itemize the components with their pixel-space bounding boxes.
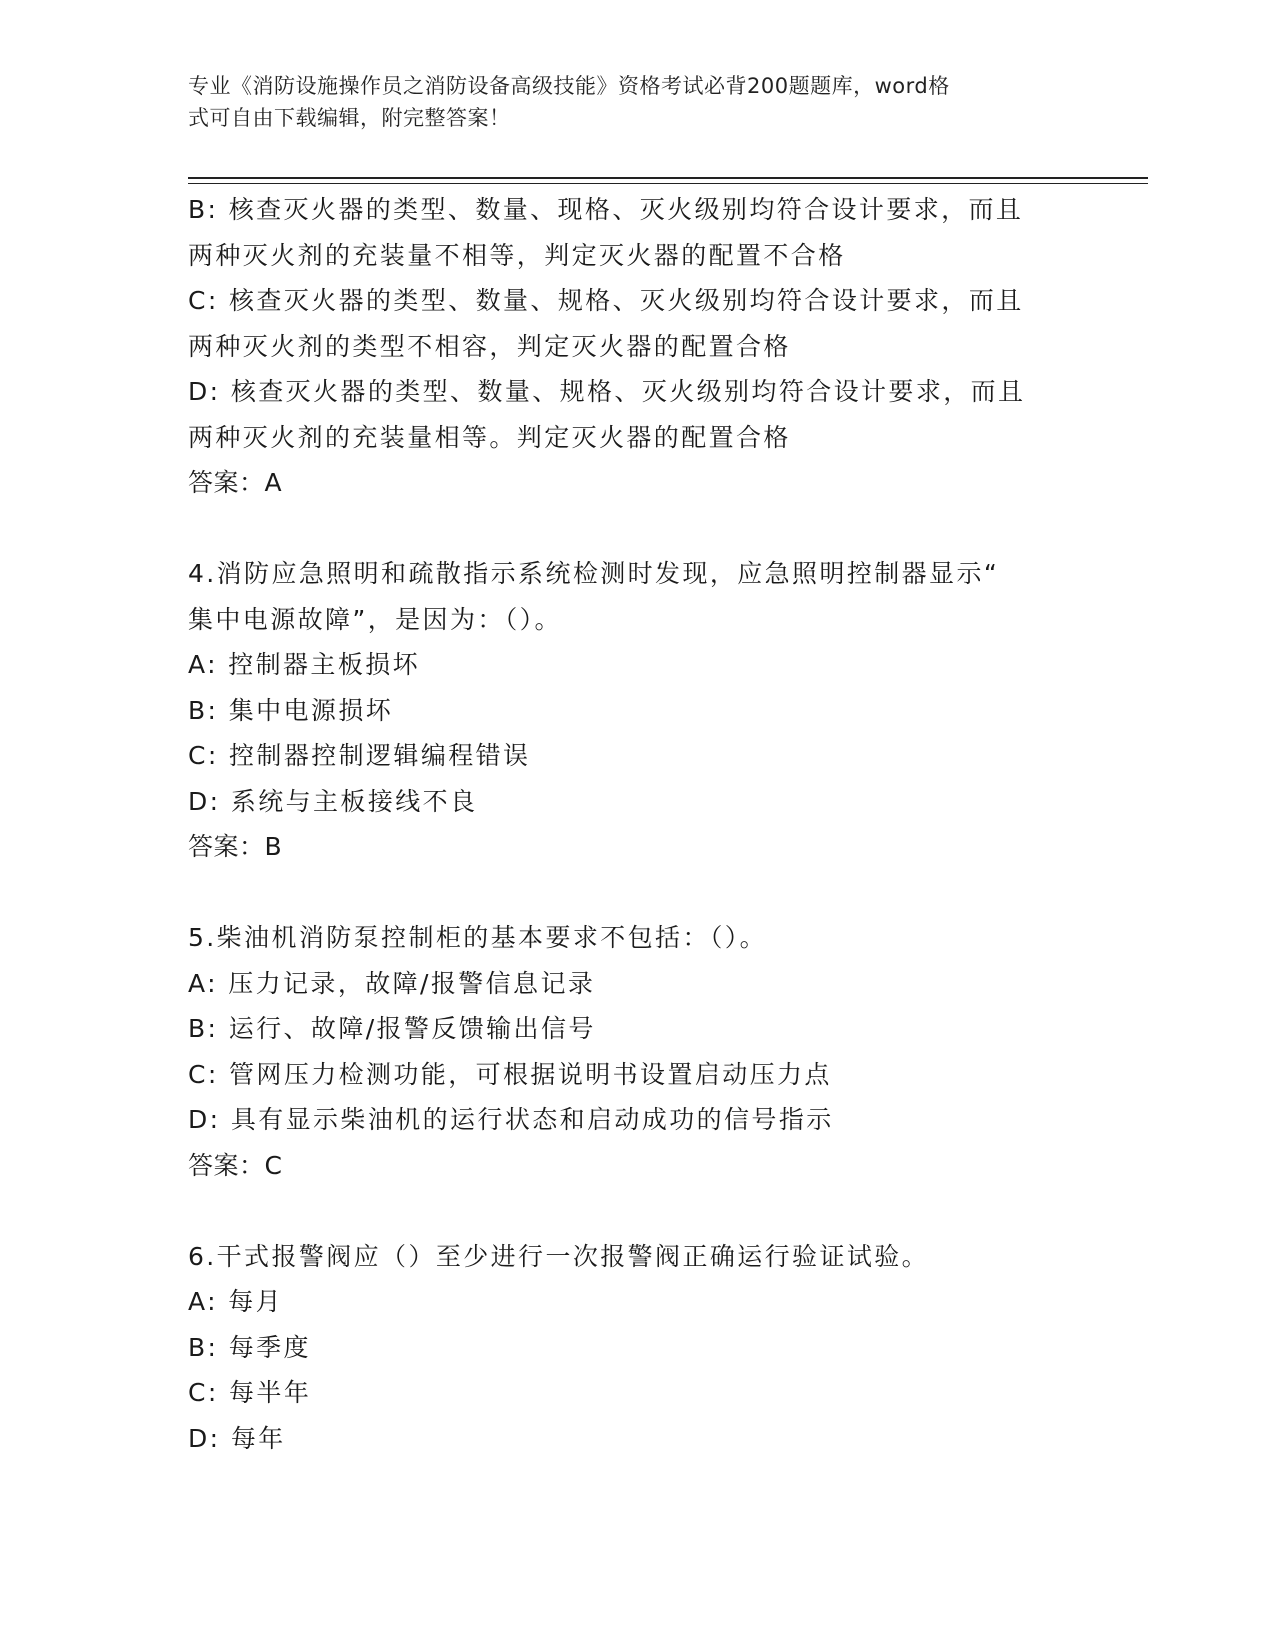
q4-option-c: C: 控制器控制逻辑编程错误 bbox=[188, 741, 531, 770]
q6-option-b: B: 每季度 bbox=[188, 1332, 311, 1362]
q3-option-c-line-2: 两种灭火剂的类型不相容，判定灭火器的配置合格 bbox=[188, 331, 791, 361]
page-header bbox=[188, 70, 1068, 134]
q4-option-b: B: 集中电源损坏 bbox=[188, 695, 394, 725]
q6-question: 6.干式报警阀应（）至少进行一次报警阀正确运行验证试验。 bbox=[188, 1241, 930, 1271]
header-divider-thick bbox=[188, 177, 1148, 179]
q3-option-d-line-1: D: 核查灭火器的类型、数量、规格、灭火级别均符合设计要求，而且 bbox=[188, 377, 1026, 406]
q3-option-c-line-1: C: 核查灭火器的类型、数量、规格、灭火级别均符合设计要求，而且 bbox=[188, 286, 1024, 315]
header-line-1: 专业《消防设施操作员之消防设备高级技能》资格考试必背200题题库，word格 bbox=[188, 74, 950, 98]
q6-option-d: D: 每年 bbox=[188, 1423, 286, 1453]
question-4-block bbox=[188, 551, 1088, 870]
q3-option-d-line-2: 两种灭火剂的充装量相等。判定灭火器的配置合格 bbox=[188, 422, 791, 452]
q6-option-a: A: 每月 bbox=[188, 1287, 284, 1316]
spacer bbox=[188, 870, 1088, 916]
q3-option-b-line-1: B: 核查灭火器的类型、数量、现格、灭火级别均符合设计要求，而且 bbox=[188, 195, 1024, 224]
q4-option-a: A: 控制器主板损坏 bbox=[188, 650, 421, 679]
q5-answer: 答案：C bbox=[188, 1150, 283, 1180]
question-5-block bbox=[188, 915, 1088, 1188]
header-line-2: 式可自由下载编辑，附完整答案！ bbox=[188, 106, 511, 130]
spacer bbox=[188, 506, 1088, 552]
q5-question: 5.柴油机消防泵控制柜的基本要求不包括：（）。 bbox=[188, 923, 768, 952]
q4-question-line-2: 集中电源故障”，是因为：（）。 bbox=[188, 604, 562, 634]
document-body bbox=[188, 187, 1088, 1461]
question-6-block bbox=[188, 1234, 1088, 1462]
q4-answer: 答案：B bbox=[188, 832, 283, 861]
q5-option-c: C: 管网压力检测功能，可根据说明书设置启动压力点 bbox=[188, 1059, 832, 1089]
q4-question-line-1: 4.消防应急照明和疏散指示系统检测时发现，应急照明控制器显示“ bbox=[188, 559, 1000, 588]
spacer bbox=[188, 1188, 1088, 1234]
q3-option-b-line-2: 两种灭火剂的充装量不相等，判定灭火器的配置不合格 bbox=[188, 240, 846, 270]
q5-option-d: D: 具有显示柴油机的运行状态和启动成功的信号指示 bbox=[188, 1105, 834, 1134]
q5-option-a: A: 压力记录，故障/报警信息记录 bbox=[188, 968, 596, 998]
q5-option-b: B: 运行、故障/报警反馈输出信号 bbox=[188, 1014, 596, 1043]
q6-option-c: C: 每半年 bbox=[188, 1378, 312, 1407]
q3-answer: 答案：A bbox=[188, 468, 283, 497]
header-divider-thin bbox=[188, 183, 1148, 184]
q4-option-d: D: 系统与主板接线不良 bbox=[188, 786, 478, 816]
question-3-block bbox=[188, 187, 1088, 506]
